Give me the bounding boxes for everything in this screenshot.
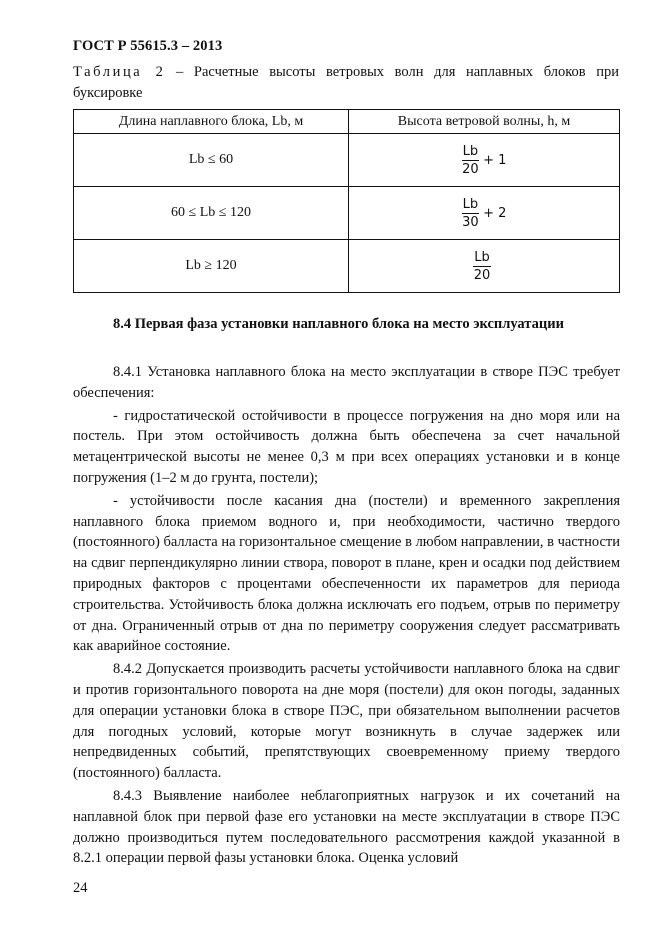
body-text bbox=[73, 362, 620, 871]
table-row bbox=[74, 134, 620, 187]
document-header: ГОСТ Р 55615.3 – 2013 bbox=[73, 38, 223, 54]
fraction-denominator: 30 bbox=[462, 214, 479, 230]
table-caption-label: Таблица 2 bbox=[73, 64, 166, 80]
paragraph: - устойчивости после касания дна (постели) и временного закрепления наплавного блока приемом водного и, при необходимости, частично твердого (постоянного) балласта на горизонтальное смещение в любом направлении, в частности на сдвиг перпендикулярно линии створа, поворот в плане, крен и осадки под действием природных факторов с процентами обеспеченности их параметров для периода строительства. Устойчивость блока должна исключать его подъем, отрыв по периметру от дна. Ограниченный отрыв от дна по периметру сооружения следует рассматривать как аварийное состояние. bbox=[73, 492, 620, 655]
table-header-row bbox=[74, 110, 620, 134]
paragraph: 8.4.2 Допускается производить расчеты устойчивости наплавного блока на сдвиг и против горизонтального поворота на дне моря (постели) для окон погоды, заданных для операции установки блока в створе ПЭС, при обязательном выполнении расчетов для погодных условий, которые могут возникнуть в случае задержек или непредвиденных событий, препятствующих своевременному приему твердого (постоянного) балласта. bbox=[73, 661, 620, 782]
fraction-numerator: Lb bbox=[474, 249, 490, 265]
height-fraction bbox=[473, 250, 491, 283]
wave-height-table bbox=[73, 109, 620, 293]
table-header-height: Высота ветровой волны, h, м bbox=[349, 110, 620, 134]
table-row bbox=[74, 187, 620, 240]
page-number: 24 bbox=[73, 880, 88, 896]
section-title: 8.4 Первая фаза установки наплавного блока на место эксплуатации bbox=[113, 316, 564, 332]
height-fraction bbox=[462, 197, 480, 230]
row-length-cell: 60 ≤ Lb ≤ 120 bbox=[74, 187, 349, 240]
fraction-addend: + 2 bbox=[483, 205, 507, 221]
fraction-denominator: 20 bbox=[462, 161, 479, 177]
table-caption bbox=[73, 62, 619, 104]
fraction-denominator: 20 bbox=[473, 267, 491, 283]
row-length-cell: Lb ≤ 60 bbox=[74, 134, 349, 187]
fraction-numerator: Lb bbox=[462, 143, 479, 159]
fraction-numerator: Lb bbox=[462, 196, 479, 212]
paragraph: 8.4.3 Выявление наиболее неблагоприятных нагрузок и их сочетаний на наплавной блок при первой фазе его установки на месте эксплуатации в створе ПЭС должно производиться путем последовательного рассмотрения каждой указанной в 8.2.1 операции первой фазы установки блока. Оценка условий bbox=[73, 787, 620, 867]
row-height-cell bbox=[349, 240, 620, 293]
row-length-cell: Lb ≥ 120 bbox=[74, 240, 349, 293]
paragraph: - гидростатической остойчивости в процессе погружения на дно моря или на постель. При этом остойчивость должна быть обеспечена за счет начальной метацентрической высоты не менее 0,3 м при всех операциях установки и в конце погружения (1–2 м до грунта, постели); bbox=[73, 407, 620, 486]
row-height-cell bbox=[349, 187, 620, 240]
fraction-addend: + 1 bbox=[483, 152, 507, 168]
paragraph: 8.4.1 Установка наплавного блока на место эксплуатации в створе ПЭС требует обеспечения: bbox=[73, 364, 620, 401]
table-header-length: Длина наплавного блока, Lb, м bbox=[74, 110, 349, 134]
row-height-cell bbox=[349, 134, 620, 187]
height-fraction bbox=[462, 144, 480, 177]
table-caption-text: – Расчетные высоты ветровых волн для наплавных блоков при буксировке bbox=[73, 64, 619, 101]
table-row bbox=[74, 240, 620, 293]
